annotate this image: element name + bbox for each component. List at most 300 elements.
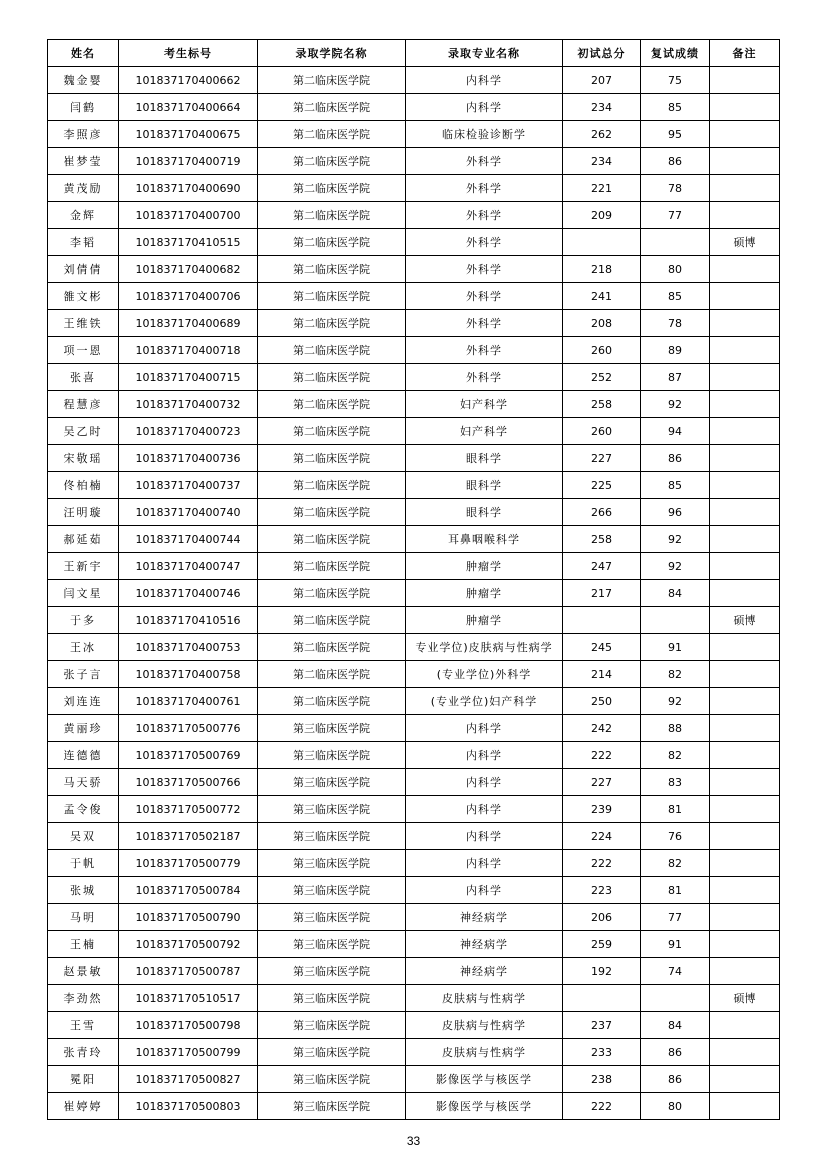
cell-retest-score: 92: [641, 688, 710, 715]
cell-initial-score: 234: [563, 148, 641, 175]
cell-initial-score: 217: [563, 580, 641, 607]
cell-college: 第二临床医学院: [258, 688, 406, 715]
table-row: [48, 742, 780, 769]
cell-retest-score: 82: [641, 661, 710, 688]
cell-major: 皮肤病与性病学: [406, 1039, 563, 1066]
cell-remarks: [710, 202, 780, 229]
cell-college: 第二临床医学院: [258, 175, 406, 202]
cell-college: 第三临床医学院: [258, 1012, 406, 1039]
cell-name: 汪明璇: [48, 499, 119, 526]
cell-major: 肿瘤学: [406, 607, 563, 634]
cell-candidate-id: 101837170500827: [119, 1066, 258, 1093]
cell-initial-score: 222: [563, 850, 641, 877]
cell-initial-score: 206: [563, 904, 641, 931]
header-row: [48, 40, 780, 67]
cell-college: 第三临床医学院: [258, 715, 406, 742]
cell-initial-score: 258: [563, 391, 641, 418]
cell-major: 内科学: [406, 877, 563, 904]
cell-retest-score: 84: [641, 1012, 710, 1039]
cell-name: 雒文彬: [48, 283, 119, 310]
cell-retest-score: 89: [641, 337, 710, 364]
table-header: [48, 40, 780, 67]
table-row: [48, 67, 780, 94]
cell-candidate-id: 101837170400747: [119, 553, 258, 580]
cell-name: 魏金婴: [48, 67, 119, 94]
cell-initial-score: 242: [563, 715, 641, 742]
cell-retest-score: 88: [641, 715, 710, 742]
cell-initial-score: 227: [563, 769, 641, 796]
cell-major: 内科学: [406, 67, 563, 94]
table-row: [48, 445, 780, 472]
table-row: [48, 337, 780, 364]
cell-major: 内科学: [406, 796, 563, 823]
cell-name: 连德德: [48, 742, 119, 769]
cell-major: 耳鼻咽喉科学: [406, 526, 563, 553]
cell-retest-score: 81: [641, 877, 710, 904]
cell-candidate-id: 101837170400664: [119, 94, 258, 121]
cell-candidate-id: 101837170500803: [119, 1093, 258, 1120]
cell-candidate-id: 101837170400718: [119, 337, 258, 364]
cell-college: 第二临床医学院: [258, 94, 406, 121]
table-row: [48, 634, 780, 661]
cell-candidate-id: 101837170400732: [119, 391, 258, 418]
cell-major: 肿瘤学: [406, 580, 563, 607]
cell-remarks: [710, 337, 780, 364]
cell-retest-score: 80: [641, 256, 710, 283]
cell-major: 内科学: [406, 94, 563, 121]
cell-retest-score: 74: [641, 958, 710, 985]
table-row: [48, 958, 780, 985]
cell-initial-score: 224: [563, 823, 641, 850]
cell-major: 内科学: [406, 850, 563, 877]
cell-college: 第三临床医学院: [258, 904, 406, 931]
header-name: 姓名: [48, 40, 119, 67]
cell-retest-score: 81: [641, 796, 710, 823]
cell-major: 皮肤病与性病学: [406, 985, 563, 1012]
cell-remarks: [710, 445, 780, 472]
table-row: [48, 985, 780, 1012]
cell-initial-score: 225: [563, 472, 641, 499]
table-row: [48, 1012, 780, 1039]
cell-college: 第三临床医学院: [258, 1093, 406, 1120]
cell-remarks: [710, 94, 780, 121]
cell-initial-score: [563, 607, 641, 634]
cell-college: 第二临床医学院: [258, 526, 406, 553]
table-row: [48, 688, 780, 715]
cell-college: 第二临床医学院: [258, 364, 406, 391]
cell-retest-score: [641, 229, 710, 256]
cell-name: 崔婷婷: [48, 1093, 119, 1120]
cell-college: 第二临床医学院: [258, 148, 406, 175]
cell-college: 第二临床医学院: [258, 499, 406, 526]
cell-retest-score: 78: [641, 175, 710, 202]
table-row: [48, 94, 780, 121]
table-row: [48, 1039, 780, 1066]
cell-remarks: 硕博: [710, 607, 780, 634]
cell-major: 外科学: [406, 148, 563, 175]
cell-college: 第二临床医学院: [258, 310, 406, 337]
cell-candidate-id: 101837170500769: [119, 742, 258, 769]
cell-candidate-id: 101837170400715: [119, 364, 258, 391]
header-candidate-id: 考生标号: [119, 40, 258, 67]
cell-major: 妇产科学: [406, 418, 563, 445]
cell-college: 第二临床医学院: [258, 229, 406, 256]
cell-name: 张子言: [48, 661, 119, 688]
cell-initial-score: 222: [563, 742, 641, 769]
table-row: [48, 1093, 780, 1120]
cell-name: 闫文星: [48, 580, 119, 607]
cell-candidate-id: 101837170400682: [119, 256, 258, 283]
cell-name: 程慧彦: [48, 391, 119, 418]
cell-retest-score: 86: [641, 445, 710, 472]
cell-candidate-id: 101837170400690: [119, 175, 258, 202]
cell-candidate-id: 101837170500790: [119, 904, 258, 931]
cell-retest-score: [641, 985, 710, 1012]
cell-remarks: [710, 1039, 780, 1066]
cell-remarks: [710, 175, 780, 202]
cell-initial-score: 252: [563, 364, 641, 391]
cell-major: 外科学: [406, 229, 563, 256]
cell-initial-score: 234: [563, 94, 641, 121]
cell-initial-score: 208: [563, 310, 641, 337]
cell-remarks: [710, 688, 780, 715]
cell-name: 宋敬瑶: [48, 445, 119, 472]
cell-remarks: [710, 715, 780, 742]
cell-initial-score: [563, 985, 641, 1012]
page-number: 33: [406, 1134, 421, 1148]
cell-college: 第三临床医学院: [258, 850, 406, 877]
cell-college: 第二临床医学院: [258, 256, 406, 283]
cell-college: 第三临床医学院: [258, 1039, 406, 1066]
cell-remarks: 硕博: [710, 985, 780, 1012]
cell-initial-score: 233: [563, 1039, 641, 1066]
cell-candidate-id: 101837170400753: [119, 634, 258, 661]
cell-name: 王新宇: [48, 553, 119, 580]
cell-major: 影像医学与核医学: [406, 1066, 563, 1093]
cell-remarks: [710, 553, 780, 580]
cell-name: 黄丽珍: [48, 715, 119, 742]
cell-candidate-id: 101837170500799: [119, 1039, 258, 1066]
cell-college: 第二临床医学院: [258, 553, 406, 580]
cell-name: 刘倩倩: [48, 256, 119, 283]
cell-initial-score: 262: [563, 121, 641, 148]
table-row: [48, 148, 780, 175]
cell-initial-score: 258: [563, 526, 641, 553]
cell-major: 妇产科学: [406, 391, 563, 418]
cell-name: 吴双: [48, 823, 119, 850]
table-row: [48, 580, 780, 607]
cell-remarks: [710, 823, 780, 850]
cell-name: 于帆: [48, 850, 119, 877]
cell-retest-score: 85: [641, 94, 710, 121]
cell-candidate-id: 101837170400706: [119, 283, 258, 310]
cell-retest-score: 86: [641, 1066, 710, 1093]
cell-major: 外科学: [406, 310, 563, 337]
cell-remarks: [710, 310, 780, 337]
cell-remarks: [710, 769, 780, 796]
table-row: [48, 607, 780, 634]
cell-remarks: [710, 256, 780, 283]
cell-candidate-id: 101837170500779: [119, 850, 258, 877]
cell-candidate-id: 101837170400689: [119, 310, 258, 337]
table-row: [48, 472, 780, 499]
cell-name: 金辉: [48, 202, 119, 229]
header-remarks: 备注: [710, 40, 780, 67]
cell-remarks: [710, 634, 780, 661]
cell-name: 闫鹤: [48, 94, 119, 121]
cell-college: 第二临床医学院: [258, 283, 406, 310]
cell-remarks: [710, 391, 780, 418]
cell-candidate-id: 101837170400700: [119, 202, 258, 229]
cell-name: 马明: [48, 904, 119, 931]
cell-college: 第二临床医学院: [258, 67, 406, 94]
cell-remarks: [710, 67, 780, 94]
cell-candidate-id: 101837170500792: [119, 931, 258, 958]
cell-initial-score: 221: [563, 175, 641, 202]
cell-remarks: 硕博: [710, 229, 780, 256]
cell-college: 第三临床医学院: [258, 769, 406, 796]
table-row: [48, 256, 780, 283]
cell-initial-score: 192: [563, 958, 641, 985]
table-row: [48, 418, 780, 445]
cell-candidate-id: 101837170400736: [119, 445, 258, 472]
cell-candidate-id: 101837170500787: [119, 958, 258, 985]
cell-college: 第二临床医学院: [258, 634, 406, 661]
cell-major: (专业学位)妇产科学: [406, 688, 563, 715]
cell-major: (专业学位)外科学: [406, 661, 563, 688]
cell-initial-score: 227: [563, 445, 641, 472]
table-row: [48, 715, 780, 742]
cell-retest-score: 75: [641, 67, 710, 94]
cell-candidate-id: 101837170510517: [119, 985, 258, 1012]
header-initial-score: 初试总分: [563, 40, 641, 67]
cell-candidate-id: 101837170410515: [119, 229, 258, 256]
cell-retest-score: 87: [641, 364, 710, 391]
cell-major: 影像医学与核医学: [406, 1093, 563, 1120]
cell-major: 外科学: [406, 337, 563, 364]
table-row: [48, 553, 780, 580]
cell-retest-score: 96: [641, 499, 710, 526]
cell-college: 第三临床医学院: [258, 958, 406, 985]
table-row: [48, 391, 780, 418]
cell-college: 第二临床医学院: [258, 445, 406, 472]
cell-remarks: [710, 472, 780, 499]
table-row: [48, 499, 780, 526]
cell-retest-score: 78: [641, 310, 710, 337]
cell-candidate-id: 101837170400675: [119, 121, 258, 148]
cell-initial-score: 223: [563, 877, 641, 904]
cell-initial-score: 222: [563, 1093, 641, 1120]
cell-college: 第三临床医学院: [258, 985, 406, 1012]
table-row: [48, 526, 780, 553]
cell-college: 第三临床医学院: [258, 796, 406, 823]
cell-initial-score: 214: [563, 661, 641, 688]
cell-initial-score: 237: [563, 1012, 641, 1039]
cell-retest-score: 82: [641, 742, 710, 769]
table-row: [48, 121, 780, 148]
cell-major: 眼科学: [406, 499, 563, 526]
cell-college: 第二临床医学院: [258, 580, 406, 607]
cell-candidate-id: 101837170400662: [119, 67, 258, 94]
cell-major: 内科学: [406, 742, 563, 769]
cell-major: 外科学: [406, 256, 563, 283]
cell-college: 第三临床医学院: [258, 1066, 406, 1093]
cell-major: 内科学: [406, 823, 563, 850]
cell-retest-score: 92: [641, 391, 710, 418]
cell-initial-score: 250: [563, 688, 641, 715]
cell-initial-score: 239: [563, 796, 641, 823]
cell-retest-score: 83: [641, 769, 710, 796]
cell-remarks: [710, 121, 780, 148]
cell-name: 王维铁: [48, 310, 119, 337]
cell-remarks: [710, 850, 780, 877]
cell-remarks: [710, 1012, 780, 1039]
cell-remarks: [710, 958, 780, 985]
cell-college: 第二临床医学院: [258, 418, 406, 445]
admission-list-table: [47, 39, 780, 1120]
cell-major: 神经病学: [406, 958, 563, 985]
cell-initial-score: 238: [563, 1066, 641, 1093]
cell-retest-score: 77: [641, 904, 710, 931]
cell-candidate-id: 101837170500784: [119, 877, 258, 904]
cell-remarks: [710, 931, 780, 958]
cell-college: 第二临床医学院: [258, 472, 406, 499]
cell-name: 佟柏楠: [48, 472, 119, 499]
cell-candidate-id: 101837170400737: [119, 472, 258, 499]
table-row: [48, 769, 780, 796]
cell-initial-score: 259: [563, 931, 641, 958]
table-row: [48, 904, 780, 931]
cell-name: 黄茂励: [48, 175, 119, 202]
cell-name: 刘连连: [48, 688, 119, 715]
table-row: [48, 1066, 780, 1093]
cell-candidate-id: 101837170400744: [119, 526, 258, 553]
cell-initial-score: 241: [563, 283, 641, 310]
cell-retest-score: 82: [641, 850, 710, 877]
table-row: [48, 661, 780, 688]
cell-college: 第二临床医学院: [258, 337, 406, 364]
table-body: [48, 67, 780, 1120]
cell-retest-score: 91: [641, 931, 710, 958]
cell-initial-score: 266: [563, 499, 641, 526]
cell-remarks: [710, 283, 780, 310]
cell-remarks: [710, 580, 780, 607]
cell-major: 皮肤病与性病学: [406, 1012, 563, 1039]
cell-name: 李韬: [48, 229, 119, 256]
cell-retest-score: 84: [641, 580, 710, 607]
table-row: [48, 283, 780, 310]
cell-college: 第二临床医学院: [258, 202, 406, 229]
cell-name: 赵景敏: [48, 958, 119, 985]
cell-remarks: [710, 1066, 780, 1093]
cell-major: 外科学: [406, 364, 563, 391]
cell-candidate-id: 101837170400746: [119, 580, 258, 607]
cell-retest-score: 85: [641, 283, 710, 310]
cell-remarks: [710, 1093, 780, 1120]
cell-retest-score: 77: [641, 202, 710, 229]
cell-initial-score: 260: [563, 418, 641, 445]
cell-remarks: [710, 877, 780, 904]
cell-retest-score: 86: [641, 1039, 710, 1066]
cell-name: 郝延茹: [48, 526, 119, 553]
cell-major: 外科学: [406, 202, 563, 229]
cell-initial-score: 260: [563, 337, 641, 364]
cell-retest-score: 94: [641, 418, 710, 445]
cell-candidate-id: 101837170502187: [119, 823, 258, 850]
cell-college: 第三临床医学院: [258, 823, 406, 850]
header-major: 录取专业名称: [406, 40, 563, 67]
cell-name: 崔梦莹: [48, 148, 119, 175]
cell-name: 李照彦: [48, 121, 119, 148]
table-row: [48, 931, 780, 958]
cell-major: 外科学: [406, 283, 563, 310]
cell-retest-score: 95: [641, 121, 710, 148]
cell-major: 眼科学: [406, 445, 563, 472]
cell-major: 专业学位)皮肤病与性病学: [406, 634, 563, 661]
cell-initial-score: 209: [563, 202, 641, 229]
cell-candidate-id: 101837170500776: [119, 715, 258, 742]
cell-remarks: [710, 418, 780, 445]
table-row: [48, 877, 780, 904]
cell-candidate-id: 101837170500772: [119, 796, 258, 823]
cell-major: 肿瘤学: [406, 553, 563, 580]
cell-major: 临床检验诊断学: [406, 121, 563, 148]
cell-retest-score: 91: [641, 634, 710, 661]
cell-college: 第二临床医学院: [258, 661, 406, 688]
cell-retest-score: 92: [641, 526, 710, 553]
cell-candidate-id: 101837170400723: [119, 418, 258, 445]
cell-candidate-id: 101837170410516: [119, 607, 258, 634]
table-row: [48, 850, 780, 877]
cell-name: 孟令俊: [48, 796, 119, 823]
cell-candidate-id: 101837170400719: [119, 148, 258, 175]
cell-remarks: [710, 742, 780, 769]
cell-candidate-id: 101837170400761: [119, 688, 258, 715]
cell-name: 项一恩: [48, 337, 119, 364]
table-row: [48, 229, 780, 256]
cell-name: 马天骄: [48, 769, 119, 796]
table-row: [48, 202, 780, 229]
cell-name: 于多: [48, 607, 119, 634]
cell-remarks: [710, 526, 780, 553]
cell-major: 神经病学: [406, 904, 563, 931]
cell-remarks: [710, 661, 780, 688]
cell-initial-score: 207: [563, 67, 641, 94]
cell-college: 第二临床医学院: [258, 607, 406, 634]
cell-college: 第三临床医学院: [258, 931, 406, 958]
header-retest-score: 复试成绩: [641, 40, 710, 67]
cell-initial-score: 245: [563, 634, 641, 661]
cell-remarks: [710, 364, 780, 391]
cell-candidate-id: 101837170400758: [119, 661, 258, 688]
cell-name: 张喜: [48, 364, 119, 391]
table-row: [48, 175, 780, 202]
header-college: 录取学院名称: [258, 40, 406, 67]
cell-candidate-id: 101837170500798: [119, 1012, 258, 1039]
cell-major: 神经病学: [406, 931, 563, 958]
cell-college: 第三临床医学院: [258, 877, 406, 904]
cell-remarks: [710, 796, 780, 823]
cell-name: 张城: [48, 877, 119, 904]
cell-retest-score: 92: [641, 553, 710, 580]
cell-retest-score: 80: [641, 1093, 710, 1120]
cell-college: 第二临床医学院: [258, 391, 406, 418]
cell-candidate-id: 101837170400740: [119, 499, 258, 526]
cell-remarks: [710, 148, 780, 175]
cell-retest-score: 86: [641, 148, 710, 175]
cell-name: 张青玲: [48, 1039, 119, 1066]
cell-name: 王冰: [48, 634, 119, 661]
